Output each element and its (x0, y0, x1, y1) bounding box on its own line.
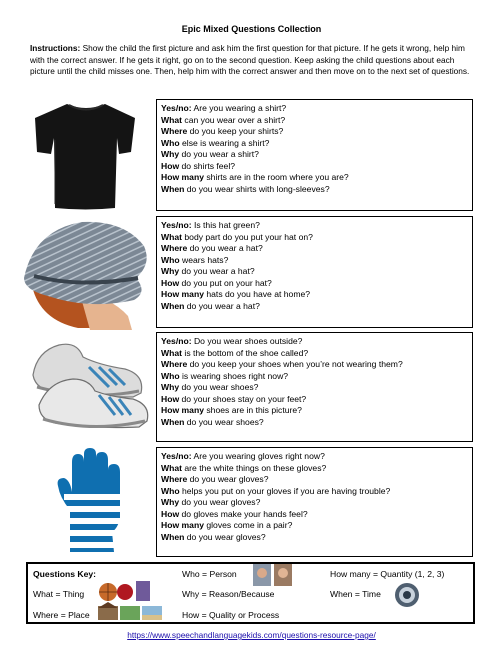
place-icons (98, 602, 162, 622)
question-line: Why do you wear gloves? (161, 497, 261, 507)
question-line: How do shirts feel? (161, 160, 236, 171)
question-line: Why do you wear a shirt? (161, 149, 259, 159)
question-line: Why do you wear shoes? (161, 382, 259, 392)
question-line: Who is wearing shoes right now? (161, 370, 289, 381)
hat-picture (20, 216, 155, 330)
key-what: What = Thing (33, 589, 85, 599)
question-line: Where do you wear a hat? (161, 243, 263, 253)
question-line: Where do you wear gloves? (161, 474, 269, 484)
instructions-label: Instructions: (30, 43, 81, 53)
park-icon (120, 606, 140, 620)
thing-icons (98, 578, 154, 604)
glove-picture (54, 448, 132, 554)
shirt-shape (35, 104, 135, 210)
question-line: Where do you keep your shoes when you’re not wearing them? (161, 359, 403, 369)
question-line: Where do you keep your shirts? (161, 126, 284, 136)
question-line: How many shoes are in this picture? (161, 405, 302, 415)
questions-key (26, 562, 475, 624)
question-line: Who wears hats? (161, 254, 229, 265)
question-line: How many shirts are in the room where you are? (161, 172, 349, 182)
key-why: Why = Reason/Because (182, 589, 275, 599)
question-line: Who else is wearing a shirt? (161, 137, 270, 148)
question-line: Yes/no: Are you wearing gloves right now? (161, 451, 325, 461)
question-line: What can you wear over a shirt? (161, 114, 286, 125)
question-line: What is the bottom of the shoe called? (161, 347, 309, 358)
shoes-picture (29, 335, 151, 435)
page-title: Epic Mixed Questions Collection (181, 24, 322, 34)
question-line: Yes/no: Are you wearing a shirt? (161, 103, 287, 113)
question-line: How many gloves come in a pair? (161, 520, 293, 530)
question-line: How do your shoes stay on your feet? (161, 393, 307, 404)
question-box-hat (156, 216, 473, 328)
question-line: Yes/no: Is this hat green? (161, 220, 260, 230)
house-icon (98, 606, 118, 620)
key-when: When = Time (330, 589, 381, 599)
key-title: Questions Key: (33, 569, 97, 579)
key-how-many: How many = Quantity (1, 2, 3) (330, 569, 445, 579)
question-line: Why do you wear a hat? (161, 266, 255, 276)
hat-shape (24, 222, 147, 304)
question-line: What are the white things on these gloves? (161, 462, 327, 473)
question-box-shirt (156, 99, 473, 211)
question-line: How many hats do you have at home? (161, 289, 311, 299)
key-how: How = Quality or Process (182, 610, 280, 620)
shirt-picture (31, 100, 141, 212)
question-line: Yes/no: Do you wear shoes outside? (161, 336, 303, 346)
key-where: Where = Place (33, 610, 90, 620)
question-line: When do you wear shirts with long-sleeves? (161, 183, 330, 194)
question-box-gloves (156, 447, 473, 557)
footer-link[interactable]: https://www.speechandlanguagekids.com/questions-resource-page/ (127, 630, 376, 640)
question-line: Who helps you put on your gloves if you are having trouble? (161, 485, 391, 496)
key-who: Who = Person (182, 569, 237, 579)
instructions (30, 43, 480, 78)
question-line: What body part do you put your hat on? (161, 231, 313, 242)
clock-icon (394, 582, 420, 608)
question-box-shoes (156, 332, 473, 442)
question-line: When do you wear gloves? (161, 531, 266, 542)
question-line: How do gloves make your hands feel? (161, 508, 308, 519)
question-line: When do you wear a hat? (161, 300, 260, 311)
instructions-text: Show the child the first picture and ask him the first question for that picture. If he gets it wrong, help him with the correct answer. If he gets it right, go on to the second question. Keep asking the child questions about each picture until the child misses one. Then, help him with the correct answer and then move on to the next set of questions. (30, 43, 470, 77)
question-line: How do you put on your hat? (161, 277, 272, 288)
question-line: When do you wear shoes? (161, 416, 264, 427)
book-icon (136, 581, 150, 601)
apple-icon (117, 584, 133, 600)
person-icons (253, 564, 293, 586)
